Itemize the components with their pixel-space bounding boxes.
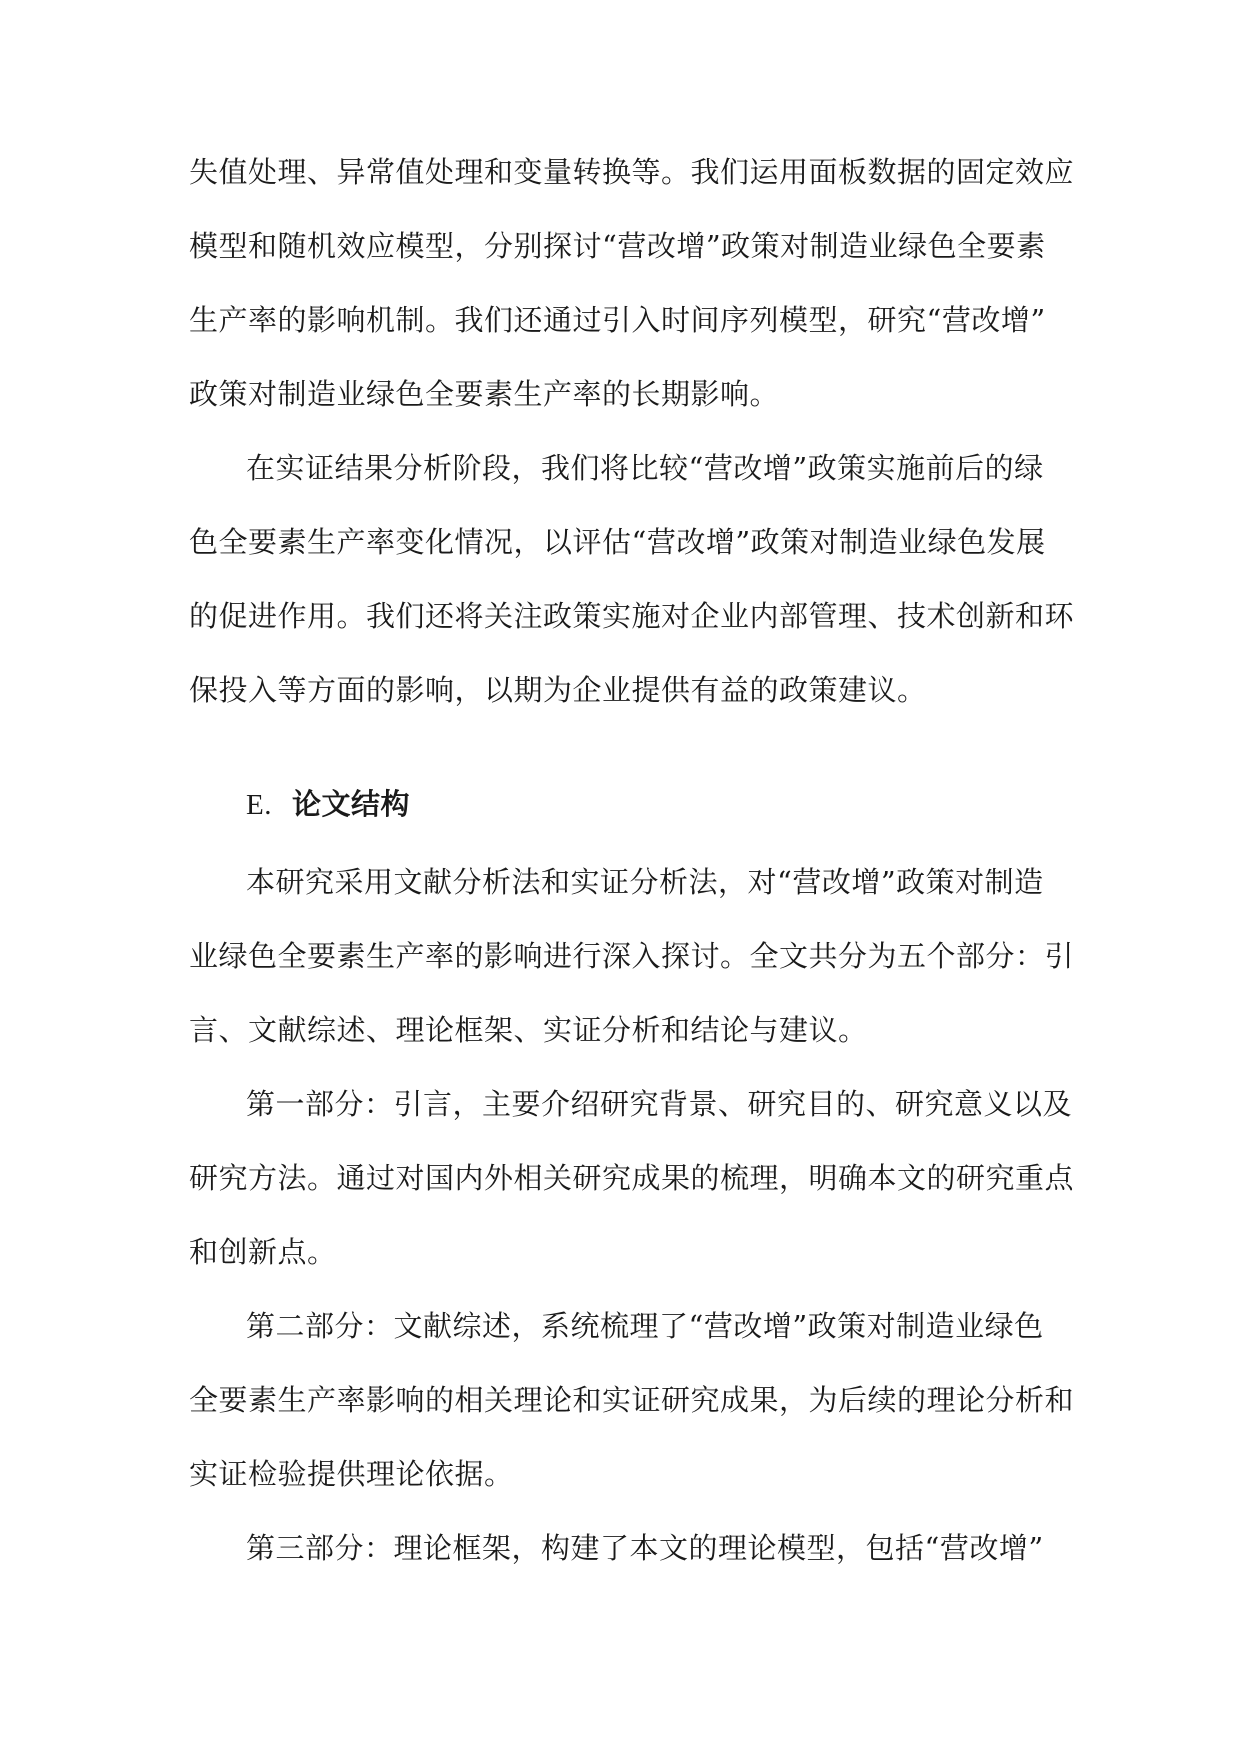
paragraph-2-line-4: 保投入等方面的影响，以期为企业提供有益的政策建议。 [189, 673, 927, 707]
paragraph-6-line-1: 第三部分：理论框架，构建了本文的理论模型，包括“营改增” [246, 1531, 1044, 1565]
paragraph-2-line-3: 的促进作用。我们还将关注政策实施对企业内部管理、技术创新和环 [189, 599, 1075, 633]
paragraph-2-line-1: 在实证结果分析阶段，我们将比较“营改增”政策实施前后的绿 [246, 451, 1044, 485]
section-heading-marker: E. [246, 789, 272, 821]
paragraph-4-line-2: 研究方法。通过对国内外相关研究成果的梳理，明确本文的研究重点 [189, 1161, 1075, 1195]
paragraph-1-line-1: 失值处理、异常值处理和变量转换等。我们运用面板数据的固定效应 [189, 155, 1075, 189]
section-heading [246, 784, 1126, 825]
paragraph-3-line-2: 业绿色全要素生产率的影响进行深入探讨。全文共分为五个部分：引 [189, 939, 1075, 973]
paragraph-2-line-2: 色全要素生产率变化情况，以评估“营改增”政策对制造业绿色发展 [189, 525, 1046, 559]
paragraph-5-line-1: 第二部分：文献综述，系统梳理了“营改增”政策对制造业绿色 [246, 1309, 1044, 1343]
paragraph-5-line-2: 全要素生产率影响的相关理论和实证研究成果，为后续的理论分析和 [189, 1383, 1075, 1417]
paragraph-3-line-3: 言、文献综述、理论框架、实证分析和结论与建议。 [189, 1013, 868, 1047]
paragraph-4-line-1: 第一部分：引言，主要介绍研究背景、研究目的、研究意义以及 [246, 1087, 1073, 1121]
paragraph-1-line-2: 模型和随机效应模型，分别探讨“营改增”政策对制造业绿色全要素 [189, 229, 1046, 263]
paragraph-1-line-4: 政策对制造业绿色全要素生产率的长期影响。 [189, 377, 780, 411]
section-heading-title: 论文结构 [291, 787, 410, 821]
paragraph-4-line-3: 和创新点。 [189, 1235, 337, 1269]
paragraph-5-line-3: 实证检验提供理论依据。 [189, 1457, 514, 1491]
paragraph-3-line-1: 本研究采用文献分析法和实证分析法，对“营改增”政策对制造 [246, 865, 1044, 899]
paragraph-1-line-3: 生产率的影响机制。我们还通过引入时间序列模型，研究“营改增” [189, 303, 1046, 337]
